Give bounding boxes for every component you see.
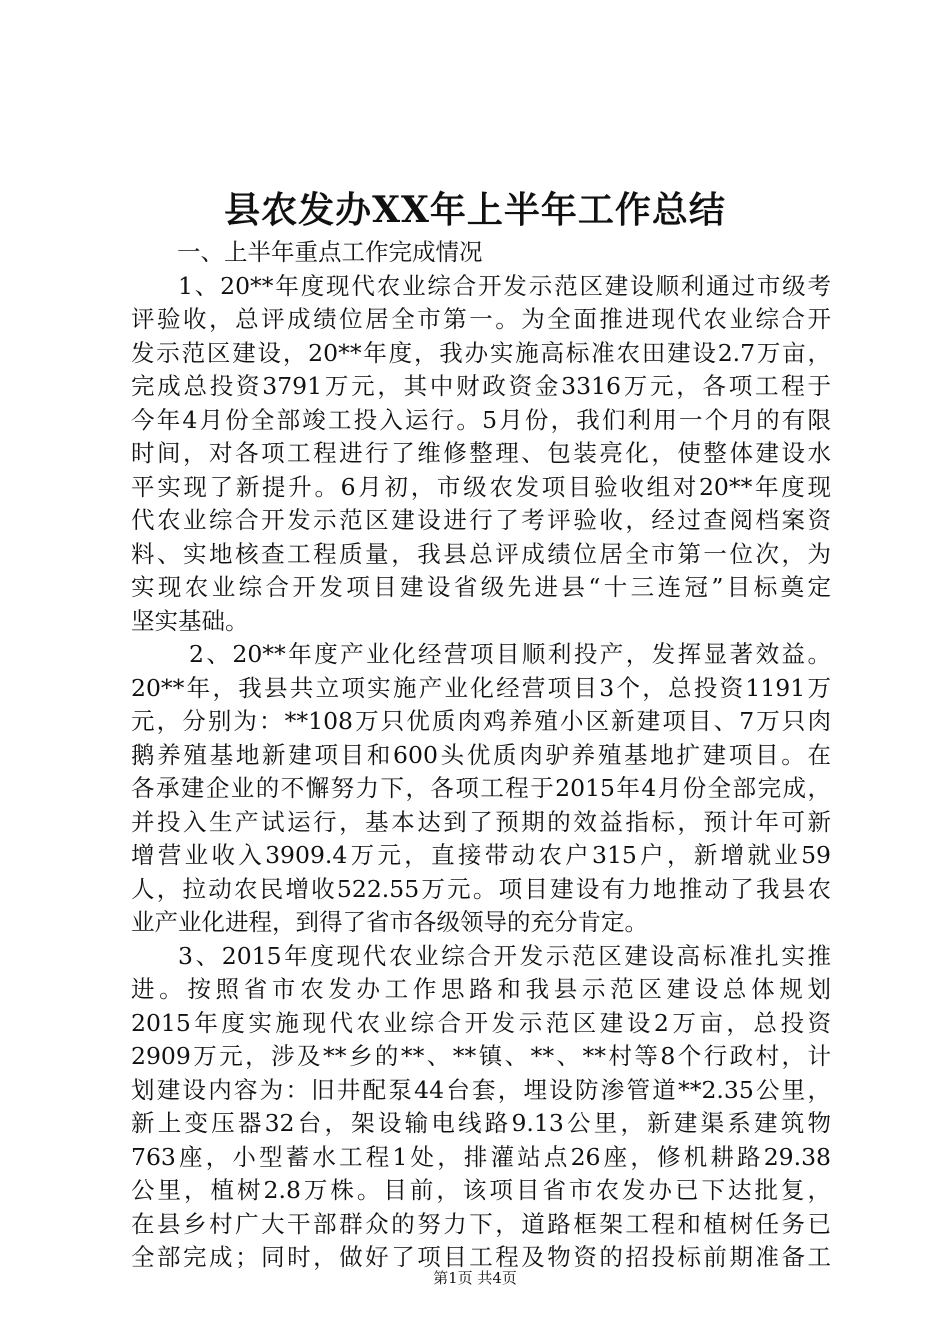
text-line: 人，拉动农民增收522.55万元。项目建设有力地推动了我县农 (131, 874, 831, 903)
text-line: 平实现了新提升。6月初，市级农发项目验收组对20**年度现 (131, 472, 831, 501)
text-line: 3、2015年度现代农业综合开发示范区建设高标准扎实推 (178, 941, 831, 970)
text-line: 各承建企业的不懈努力下，各项工程于2015年4月份全部完成， (131, 774, 831, 802)
text-line: 2015年度实施现代农业综合开发示范区建设2万亩，总投资 (131, 1008, 831, 1037)
text-line: 2、20**年度产业化经营项目顺利投产，发挥显著效益。 (189, 640, 831, 668)
text-line: 公里，植树2.8万株。目前，该项目省市农发办已下达批复， (131, 1176, 831, 1204)
text-line: 评验收，总评成绩位居全市第一。为全面推进现代农业综合开 (131, 305, 831, 333)
text-line: 元，分别为：**108万只优质肉鸡养殖小区新建项目、7万只肉 (131, 707, 831, 735)
text-line: 时间，对各项工程进行了维修整理、包装亮化，使整体建设水 (131, 439, 831, 467)
text-line: 业产业化进程，到得了省市各级领导的充分肯定。 (131, 908, 648, 936)
text-line: 今年4月份全部竣工投入运行。5月份，我们利用一个月的有限 (131, 405, 831, 434)
text-line: 全部完成；同时，做好了项目工程及物资的招投标前期准备工 (131, 1243, 831, 1271)
text-line: 一、上半年重点工作完成情况 (177, 238, 483, 266)
text-line: 20**年，我县共立项实施产业化经营项目3个，总投资1191万 (131, 673, 831, 702)
text-line: 2909万元，涉及**乡的**、**镇、**、**村等8个行政村，计 (131, 1042, 831, 1070)
document-title: 县农发办XX年上半年工作总结 (224, 189, 726, 231)
text-line: 增营业收入3909.4万元，直接带动农户315户，新增就业59 (131, 841, 831, 869)
text-line: 完成总投资3791万元，其中财政资金3316万元，各项工程于 (131, 372, 831, 400)
text-line: 并投入生产试运行，基本达到了预期的效益指标，预计年可新 (131, 807, 831, 836)
text-line: 新上变压器32台，架设输电线路9.13公里，新建渠系建筑物 (131, 1109, 831, 1137)
text-line: 料、实地核查工程质量，我县总评成绩位居全市第一位次，为 (131, 539, 831, 568)
text-line: 实现农业综合开发项目建设省级先进县“十三连冠”目标奠定 (131, 573, 831, 601)
text-line: 代农业综合开发示范区建设进行了考评验收，经过查阅档案资 (131, 506, 831, 534)
text-line: 763座，小型蓄水工程1处，排灌站点26座，修机耕路29.38 (131, 1142, 831, 1171)
text-line: 鹅养殖基地新建项目和600头优质肉驴养殖基地扩建项目。在 (131, 740, 831, 769)
document-body (131, 236, 831, 1275)
text-line: 在县乡村广大干部群众的努力下，道路框架工程和植树任务已 (131, 1209, 831, 1238)
page-footer: 第1页 共4页 (433, 1269, 517, 1287)
text-line: 进。按照省市农发办工作思路和我县示范区建设总体规划 (131, 975, 831, 1003)
text-line: 划建设内容为：旧井配泵44台套，埋设防渗管道**2.35公里， (131, 1075, 831, 1104)
text-line: 1、20**年度现代农业综合开发示范区建设顺利通过市级考 (178, 271, 831, 300)
text-line: 坚实基础。 (131, 606, 249, 635)
text-line: 发示范区建设，20**年度，我办实施高标准农田建设2.7万亩， (131, 338, 831, 367)
